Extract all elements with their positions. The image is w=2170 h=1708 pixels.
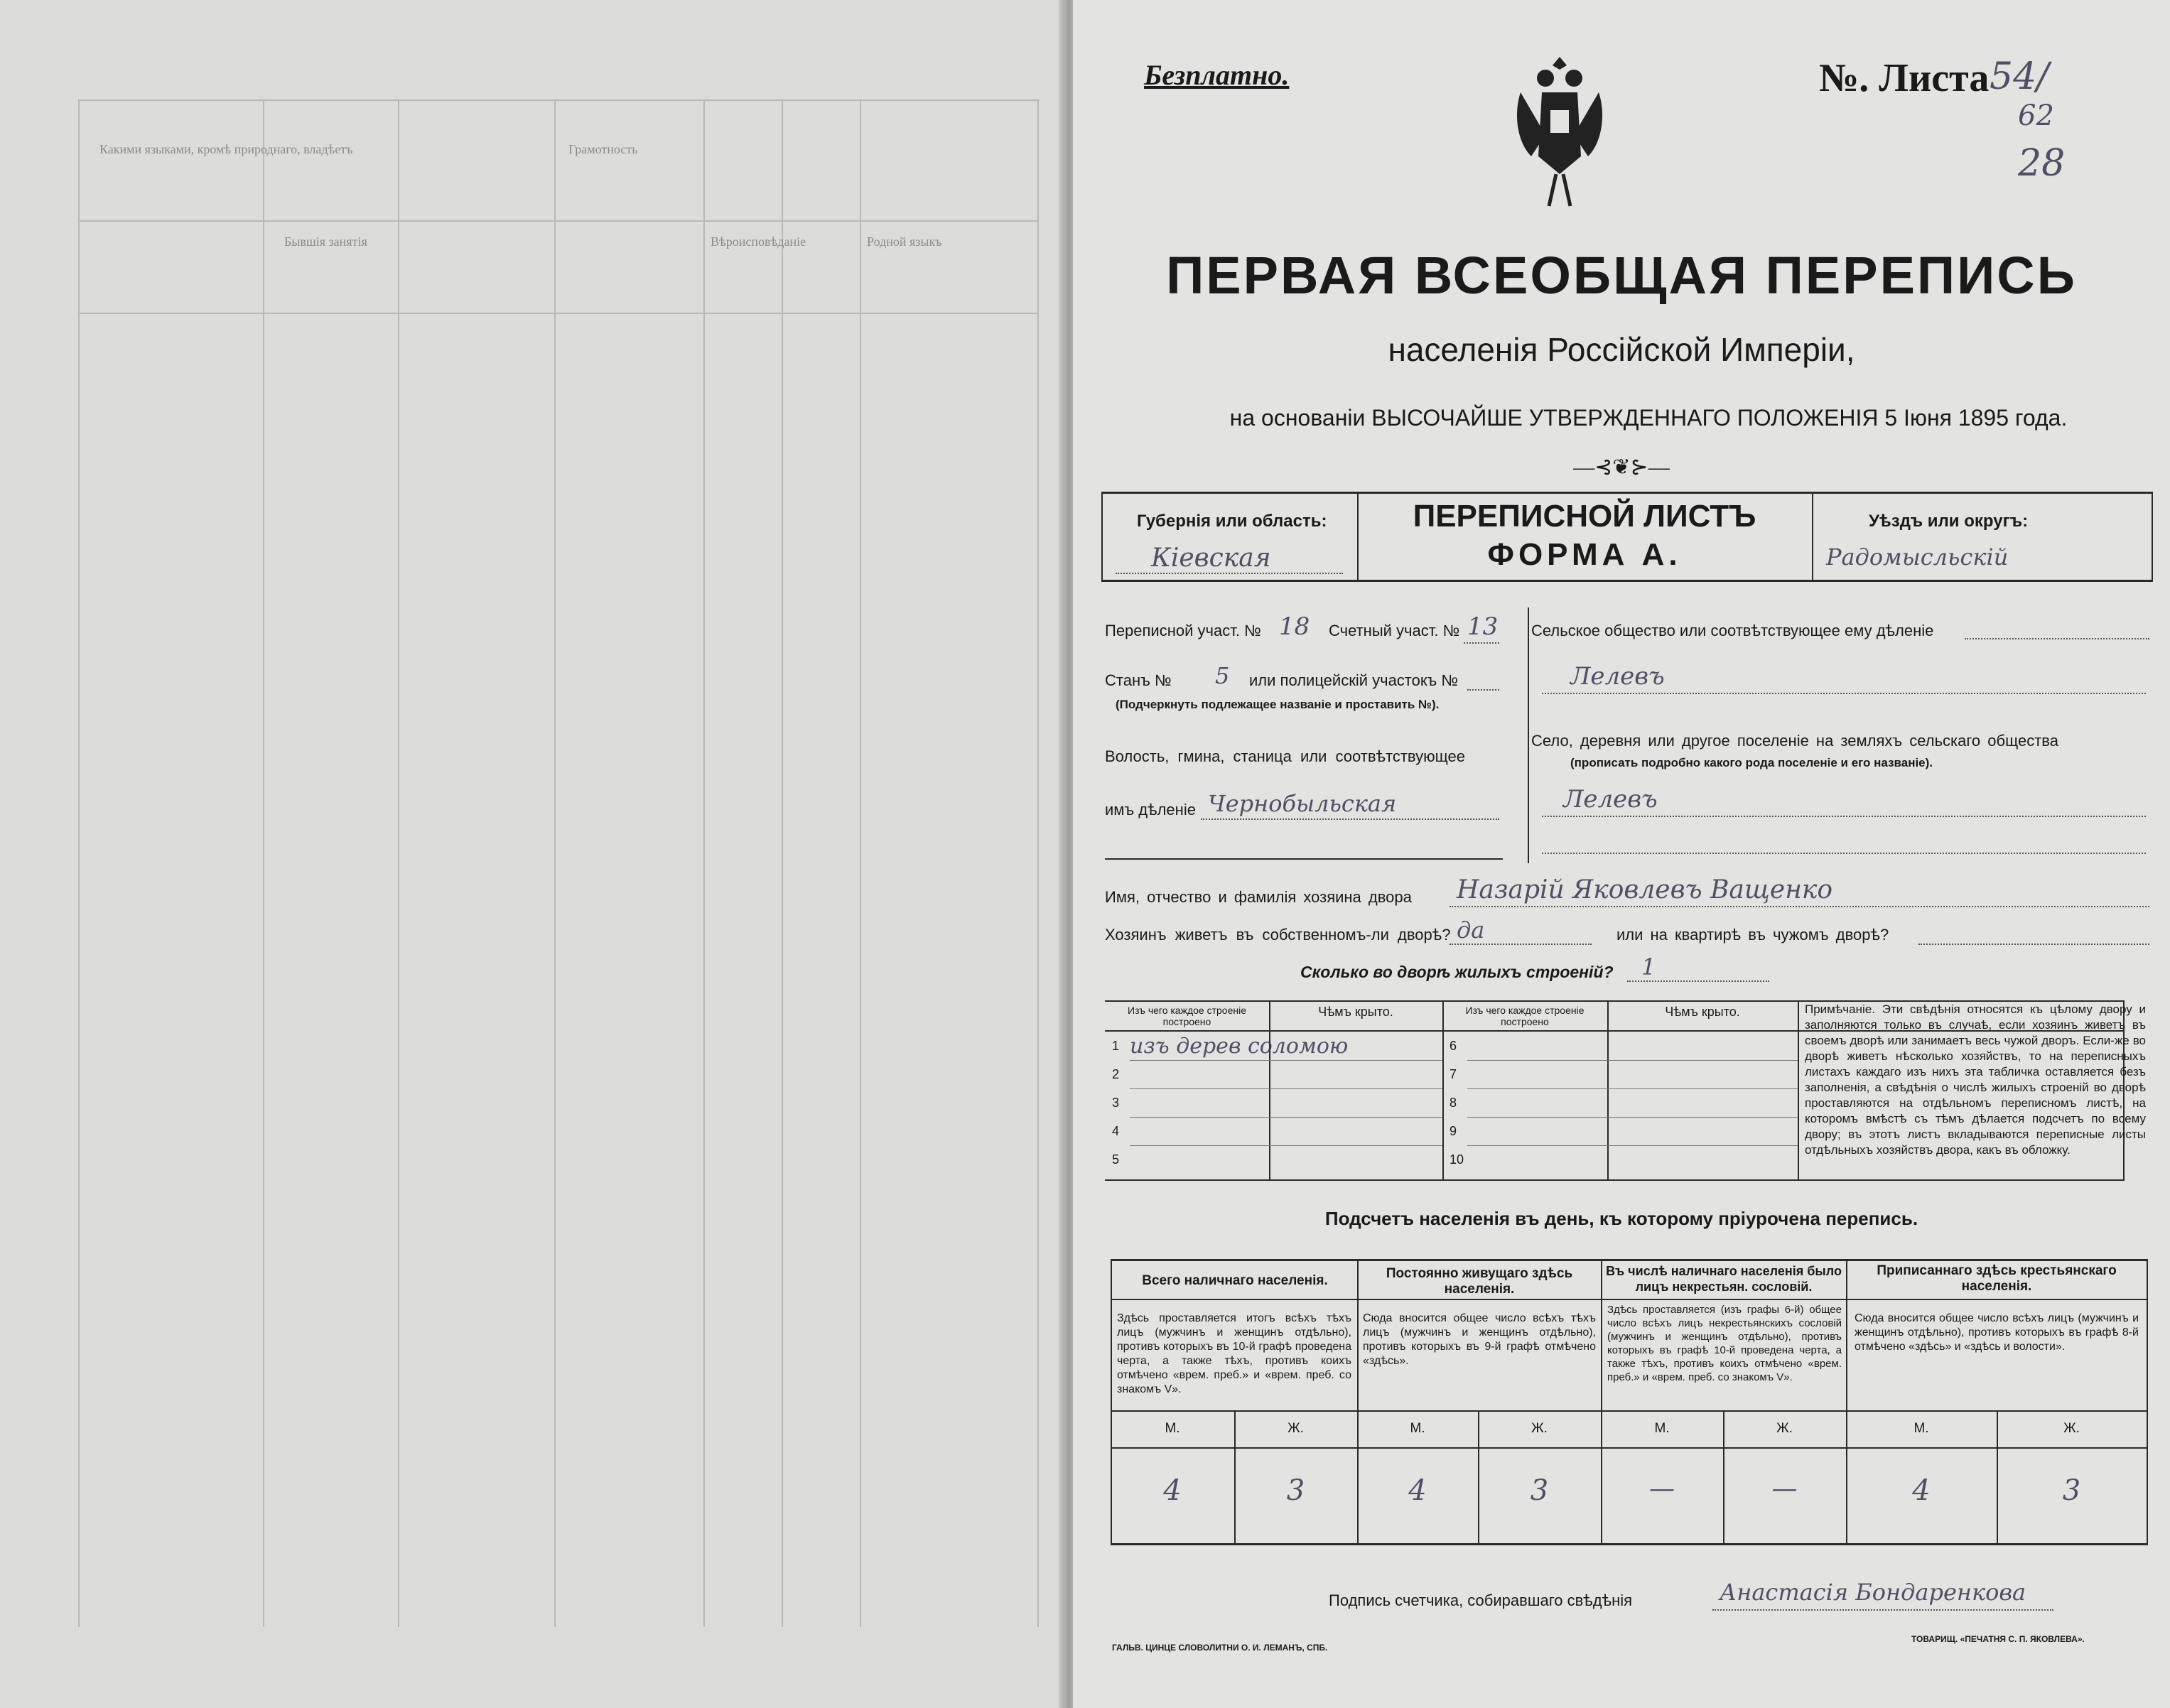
col-roof: Чѣмъ крыто. [1318,1005,1393,1019]
sheet-number-extra: 62 [2018,99,2054,132]
row-number: 6 [1450,1039,1457,1053]
buildings-value: 1 [1641,953,1656,980]
sheet-number-value: 54/ [1990,55,2049,98]
building-table-border [1105,1179,2125,1181]
female-label: Ж. [1288,1421,1304,1436]
left-grid-line [263,99,264,1627]
owner-label: Имя, отчество и фамилія хозяина двора [1105,888,1412,906]
form-box-border [2152,492,2153,581]
governorate-line [1116,573,1343,574]
census-form-page [1073,0,2170,1708]
census-section-value: 18 [1279,612,1310,641]
fill-line [1464,642,1499,644]
imprint-right: ТОВАРИЩ. «ПЕЧАТНЯ С. П. ЯКОВЛЕВА». [1911,1634,2085,1644]
field-column-divider [1528,607,1529,863]
fill-line [1450,906,2149,907]
left-grid-line [860,99,861,1627]
sheet-number-label: №. Листа [1819,56,1990,100]
row-number: 4 [1112,1124,1120,1138]
society-label: Сельское общество или соотвѣтствующее ему дѣленіе [1531,622,1934,639]
left-grid-line [78,99,1037,101]
fill-line [1201,818,1499,820]
count-section-value: 13 [1467,612,1499,641]
count-table-border [1111,1447,2148,1449]
count-col-desc: Здѣсь проставляется (изъ графы 6-й) общее число всѣхъ лицъ некрестьянскихъ сословій (мужчинъ и женщинъ отдѣльно), противъ которыхъ въ графѣ 10-й проведена черта, а также тѣхъ, противъ коихъ отмѣчено «врем. преб.» и «врем. преб. со знакомъ V». [1607,1304,1842,1383]
count-table-divider [2147,1259,2148,1545]
row-number: 5 [1112,1152,1120,1167]
male-label: М. [1165,1421,1180,1436]
col-material: Изъ чего каждое строеніе построено [1128,1005,1246,1027]
building-table-divider [1269,1000,1270,1181]
count-table-border [1111,1299,2148,1300]
row-line [1130,1117,1442,1118]
row-line [1130,1145,1442,1146]
building-table-divider [1798,1000,1799,1181]
lives-value: да [1457,917,1485,944]
left-grid-line [398,99,399,1627]
form-box-divider [1812,492,1813,581]
row-number: 8 [1450,1096,1457,1110]
volost-value: Чернобыльская [1208,790,1397,817]
fill-line [1965,638,2149,639]
governorate-value: Кіевская [1151,544,1271,573]
lives-label: Хозяинъ живетъ въ собственномъ-ли дворѣ? [1105,926,1451,944]
row-number: 7 [1450,1067,1457,1081]
left-col-header: Бывшія занятія [284,234,367,249]
left-grid-line [1037,99,1039,1627]
female-value: — [1771,1474,1798,1503]
fill-line [1542,853,2146,854]
row-line [1130,1060,1442,1061]
male-value: — [1649,1474,1675,1503]
page-title: ПЕРВАЯ ВСЕОБЩАЯ ПЕРЕПИСЬ [1166,246,2077,305]
female-label: Ж. [2063,1421,2080,1436]
fill-line [1712,1609,2053,1611]
row-line [1467,1060,1798,1061]
sheet-title: ПЕРЕПИСНОЙ ЛИСТЪ [1413,499,1756,534]
form-title: ФОРМА А. [1487,537,1682,572]
row-line [1467,1145,1798,1146]
village-note: (прописать подробно какого рода поселеніе и его названіе). [1570,756,1933,769]
female-label: Ж. [1531,1421,1548,1436]
page-subtitle: населенія Россійской Имперіи, [1388,331,1855,368]
female-value: 3 [1286,1474,1305,1507]
underline-note: (Подчеркнуть подлежащее названіе и проставить №). [1116,698,1440,711]
buildings-label: Сколько во дворѣ жилыхъ строеній? [1300,963,1614,981]
row-line [1130,1088,1442,1089]
free-label: Безплатно. [1144,59,1290,91]
count-col-head: Въ числѣ наличнаго населенія было лицъ некрестьян. сословій. [1606,1264,1842,1294]
basis-line: на основаніи ВЫСОЧАЙШЕ УТВЕРЖДЕННАГО ПОЛОЖЕНІЯ 5 Іюня 1895 года. [1229,405,2068,431]
ornament: —⊰❦⊱— [1573,455,1670,479]
count-col-head: Приписаннаго здѣсь крестьянскаго населенія. [1877,1263,2117,1294]
fill-line [1918,944,2149,945]
left-col-header: Грамотность [568,142,638,156]
governorate-label: Губернія или область: [1137,512,1327,531]
count-table-border [1111,1410,2148,1412]
row-number: 1 [1112,1039,1120,1053]
col-roof: Чѣмъ крыто. [1665,1005,1740,1019]
village-label: Село, деревня или другое поселеніе на земляхъ сельскаго общества [1531,732,2058,750]
col-material: Изъ чего каждое строеніе построено [1465,1005,1585,1027]
count-table-border [1111,1259,2148,1261]
male-label: М. [1410,1421,1425,1436]
form-box-border [1101,580,2153,582]
field-divider [1105,858,1503,860]
census-section-label: Переписной участ. № [1105,622,1261,639]
signature-label: Подпись счетчика, собиравшаго свѣдѣнія [1329,1591,1633,1609]
lives-alt-label: или на квартирѣ въ чужомъ дворѣ? [1616,926,1889,944]
stan-value: 5 [1215,662,1230,689]
fill-line [1450,944,1592,945]
left-grid-line [78,313,1037,314]
male-value: 4 [1408,1474,1427,1507]
row-line [1467,1088,1798,1089]
form-box-border [1101,492,1103,581]
fill-line [1542,816,2146,817]
left-grid-line [554,99,556,1627]
row-number: 9 [1450,1124,1457,1138]
police-label: или полицейскій участокъ № [1249,671,1458,689]
volost-label-2: имъ дѣленіе [1105,801,1196,818]
stan-label: Станъ № [1105,671,1172,689]
sheet-number-extra: 28 [2018,142,2066,185]
fill-line [1467,689,1499,691]
row-number: 10 [1450,1152,1464,1167]
count-section-label: Счетный участ. № [1329,622,1460,639]
fill-line [1627,980,1769,982]
count-col-desc: Здѣсь проставляется итогъ всѣхъ тѣхъ лицъ (мужчинъ и женщинъ отдѣльно), противъ которыхъ въ 10-й графѣ проведена черта, а также тѣхъ, противъ коихъ отмѣчено «врем. преб.» и «врем. преб. со знакомъ V». [1117,1312,1351,1395]
left-col-header: Вѣроисповѣданіе [711,234,806,249]
left-grid-line [782,99,783,1627]
count-section-title: Подсчетъ населенія въ день, къ которому пріурочена перепись. [1324,1208,1918,1229]
left-grid-line [78,99,80,1627]
building-table-divider [1442,1000,1444,1181]
row-line [1467,1117,1798,1118]
count-table-border [1111,1543,2148,1545]
volost-label: Волость, гмина, станица или соотвѣтствующее [1105,747,1465,765]
imprint-left: ГАЛЬВ. ЦИНЦЕ СЛОВОЛИТНИ О. И. ЛЕМАНЪ, СПБ. [1112,1643,1328,1653]
form-box-border [1101,492,2153,494]
society-value: Лелевъ [1570,662,1665,691]
left-col-header: Какими языками, кромѣ природнаго, владѣетъ [99,142,353,156]
district-value: Радомысльскій [1826,544,2009,571]
female-value: 3 [2062,1474,2081,1507]
left-grid-line [78,220,1037,222]
row-number: 2 [1112,1067,1120,1081]
male-value: 4 [1912,1474,1931,1507]
left-grid-line [703,99,705,1627]
count-col-head: Всего наличнаго населенія. [1142,1273,1328,1288]
building-1-value: изъ дерев соломою [1130,1034,1349,1059]
double-headed-eagle-icon [1506,50,1613,213]
row-number: 3 [1112,1096,1120,1110]
male-label: М. [1654,1421,1670,1436]
count-col-head: Постоянно живущаго здѣсь населенія. [1386,1266,1573,1297]
signature-value: Анастасія Бондаренкова [1720,1579,2026,1606]
left-page [0,0,1066,1708]
female-label: Ж. [1776,1421,1793,1436]
count-col-desc: Сюда вносится общее число всѣхъ тѣхъ лицъ (мужчинъ и женщинъ отдѣльно), противъ которыхъ въ 9-й графѣ отмѣчено «здѣсь». [1363,1312,1596,1367]
village-value: Лелевъ [1563,785,1658,814]
count-col-desc: Сюда вносится общее число всѣхъ лицъ (мужчинъ и женщинъ отдѣльно), противъ которыхъ въ графѣ 8-й отмѣчено «здѣсь» и «здѣсь и волости». [1855,1312,2139,1353]
building-table-divider [1607,1000,1609,1181]
remark-note: Примѣчаніе. Эти свѣдѣнія относятся къ цѣлому двору и заполняются только въ случаѣ, если хозяинъ живетъ въ своемъ дворѣ или занимаетъ весь чужой дворъ. Если-же во дворѣ живетъ нѣсколько хозяйствъ, то на переписныхъ листахъ каждаго изъ нихъ эта табличка оставляется безъ заполненія, а свѣдѣнія о числѣ жилыхъ строеній во дворѣ проставляются на отдѣльномъ переписномъ листѣ, на которомъ вмѣстѣ съ тѣмъ дѣлается подсчетъ по всему двору; въ этотъ листъ вкладываются переписные листы отдѣльныхъ хозяйствъ двора, какъ въ обложку. [1805,1002,2146,1157]
district-label: Уѣздъ или округъ: [1869,512,2029,531]
male-value: 4 [1163,1474,1182,1507]
male-label: М. [1913,1421,1929,1436]
fill-line [1542,693,2146,694]
owner-value: Назарій Яковлевъ Ващенко [1457,875,1833,904]
left-col-header: Родной языкъ [867,234,942,249]
female-value: 3 [1530,1474,1549,1507]
